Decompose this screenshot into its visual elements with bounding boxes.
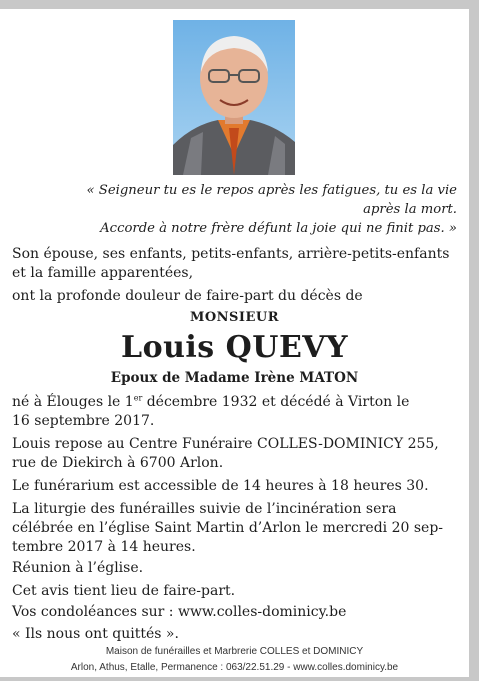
condolences-line: Vos condoléances sur : www.colles-dominicy.be <box>12 604 347 620</box>
birth-line-2: 16 septembre 2017. <box>12 413 155 429</box>
meeting-line: Réunion à l’église. <box>12 560 144 576</box>
quote-line-2: après la mort. <box>363 202 457 217</box>
rest-line-1: Louis repose au Centre Funéraire COLLES-DOMINICY 255, <box>12 436 439 452</box>
footer-line-1: Maison de funérailles et Marbrerie COLLES et DOMINICY <box>105 646 364 657</box>
deceased-title: MONSIEUR <box>189 310 280 325</box>
birth-line-1: né à Élouges le 1er décembre 1932 et décédé à Virton le <box>12 393 410 410</box>
notice-line: Cet avis tient lieu de faire-part. <box>12 583 236 599</box>
closing-line: « Ils nous ont quittés ». <box>12 626 179 642</box>
liturgy-line-1: La liturgie des funérailles suivie de l’incinération sera <box>12 501 397 517</box>
intro-line-1: Son épouse, ses enfants, petits-enfants, arrière-petits-enfants <box>12 246 450 262</box>
quote-line-1: « Seigneur tu es le repos après les fatigues, tu es la vie <box>86 183 457 198</box>
rest-line-2: rue de Diekirch à 6700 Arlon. <box>12 455 224 471</box>
quote-line-3: Accorde à notre frère défunt la joie qui ne finit pas. » <box>100 221 457 236</box>
hours-line: Le funérarium est accessible de 14 heures à 18 heures 30. <box>12 478 429 494</box>
deceased-name: Louis QUEVY <box>121 330 348 365</box>
intro-line-3: ont la profonde douleur de faire-part du décès de <box>12 288 363 304</box>
liturgy-line-3: tembre 2017 à 14 heures. <box>12 539 196 555</box>
footer-line-2: Arlon, Athus, Etalle, Permanence : 063/22.51.29 - www.colles.dominicy.be <box>70 662 399 673</box>
portrait-photo <box>173 20 295 175</box>
liturgy-line-2: célébrée en l’église Saint Martin d’Arlon le mercredi 20 sep- <box>12 520 444 536</box>
spouse-line: Epoux de Madame Irène MATON <box>110 370 359 386</box>
intro-line-2: et la famille apparentées, <box>12 265 194 281</box>
